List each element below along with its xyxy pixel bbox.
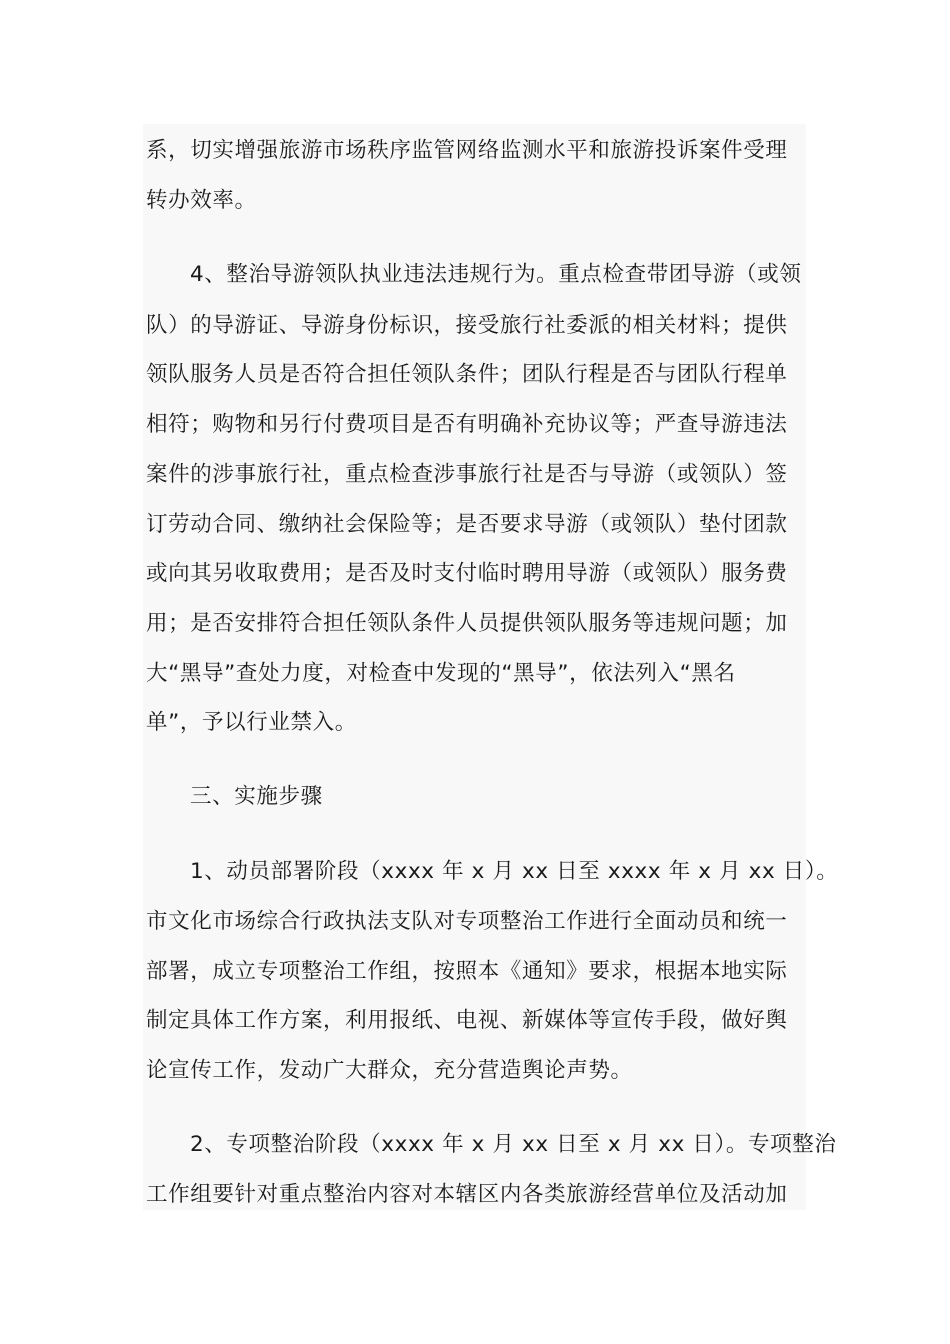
body-text-line: 工作组要针对重点整治内容对本辖区内各类旅游经营单位及活动加 xyxy=(146,1182,788,1207)
body-text-line: 转办效率。 xyxy=(146,188,257,213)
body-text-line: 市文化市场综合行政执法支队对专项整治工作进行全面动员和统一 xyxy=(146,909,788,934)
body-text-line: 或向其另收取费用；是否及时支付临时聘用导游（或领队）服务费 xyxy=(146,561,788,586)
body-text-line: 相符；购物和另行付费项目是否有明确补充协议等；严查导游违法 xyxy=(146,412,788,437)
body-text-line: 大“黑导”查处力度，对检查中发现的“黑导”，依法列入“黑名 xyxy=(146,661,736,686)
body-text-line: 案件的涉事旅行社，重点检查涉事旅行社是否与导游（或领队）签 xyxy=(146,462,788,487)
body-text-line: 论宣传工作，发动广大群众，充分营造舆论声势。 xyxy=(146,1058,633,1083)
body-text-line: 订劳动合同、缴纳社会保险等；是否要求导游（或领队）垫付团款 xyxy=(146,512,788,537)
body-text-line: 系，切实增强旅游市场秩序监管网络监测水平和旅游投诉案件受理 xyxy=(146,138,788,163)
paragraph-first-line: 1、动员部署阶段（xxxx 年 x 月 xx 日至 xxxx 年 x 月 xx 日）。 xyxy=(190,859,839,884)
body-text-line: 单”，予以行业禁入。 xyxy=(146,710,357,735)
body-text-line: 部署，成立专项整治工作组，按照本《通知》要求，根据本地实际 xyxy=(146,959,788,984)
body-text-line: 用；是否安排符合担任领队条件人员提供领队服务等违规问题；加 xyxy=(146,611,788,636)
paragraph-first-line: 4、整治导游领队执业违法违规行为。重点检查带团导游（或领 xyxy=(190,262,802,287)
section-heading: 三、实施步骤 xyxy=(190,784,323,809)
body-text-line: 制定具体工作方案，利用报纸、电视、新媒体等宣传手段，做好舆 xyxy=(146,1008,788,1033)
body-text-line: 队）的导游证、导游身份标识，接受旅行社委派的相关材料；提供 xyxy=(146,313,788,338)
paragraph-first-line: 2、专项整治阶段（xxxx 年 x 月 xx 日至 x 月 xx 日）。专项整治 xyxy=(190,1132,837,1157)
body-text-line: 领队服务人员是否符合担任领队条件；团队行程是否与团队行程单 xyxy=(146,362,788,387)
